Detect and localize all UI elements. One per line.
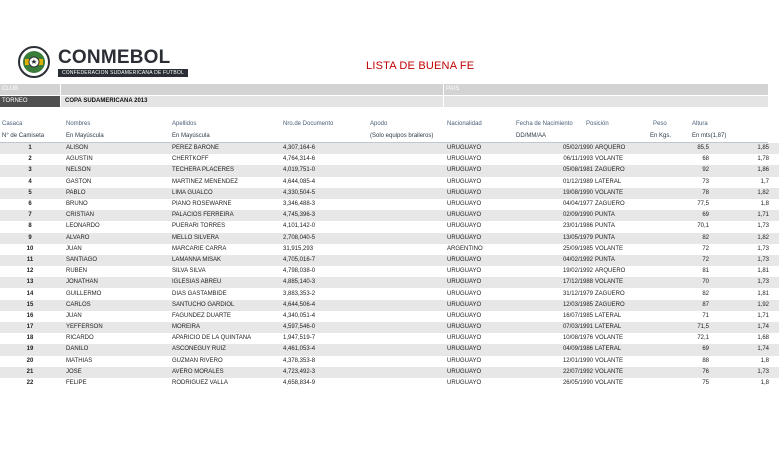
player-position: PUNTA xyxy=(594,210,665,221)
player-birth-date: 06/11/1993 xyxy=(563,156,593,163)
table-row xyxy=(0,221,779,232)
player-height: 1,8 xyxy=(760,357,769,364)
player-first-name: CARLOS xyxy=(60,300,172,311)
table-row xyxy=(0,154,779,165)
player-height: 1,7 xyxy=(760,178,769,185)
torneo-value: COPA SUDAMERICANA 2013 xyxy=(65,98,148,104)
player-position: VOLANTE xyxy=(594,277,665,288)
col-casaca: Casaca xyxy=(2,121,23,127)
player-height: 1,74 xyxy=(721,344,779,355)
player-document: 4,330,504-5 xyxy=(283,188,447,199)
player-first-name: GUILLERMO xyxy=(66,290,102,297)
player-first-name: RICARDO xyxy=(66,335,94,342)
player-height: 1,73 xyxy=(721,255,779,266)
player-position: VOLANTE xyxy=(595,335,624,342)
player-birth-date: 13/05/1979 xyxy=(549,233,594,244)
sub-apodo: (Solo equipos braileros) xyxy=(370,133,434,139)
document-header xyxy=(0,0,768,84)
player-last-name: APARICIO DE LA QUINTANA xyxy=(172,335,252,342)
player-position: VOLANTE xyxy=(595,245,624,252)
player-weight: 76 xyxy=(665,367,721,378)
player-document: 4,378,353-8 xyxy=(283,357,316,364)
player-document: 4,101,142-0 xyxy=(283,223,316,230)
player-document: 4,705,016-7 xyxy=(283,255,447,266)
player-first-name: SANTIAGO xyxy=(60,255,172,266)
player-nationality: ARGENTINO xyxy=(447,245,483,252)
player-number: 3 xyxy=(0,165,60,176)
table-row xyxy=(0,266,779,277)
player-height: 1,74 xyxy=(721,322,779,333)
player-first-name: PABLO xyxy=(60,188,172,199)
table-row xyxy=(0,277,779,288)
col-documento: Nro.de Documento xyxy=(283,121,334,127)
player-number: 19 xyxy=(0,344,60,355)
player-height: 1,81 xyxy=(757,290,769,297)
sub-altura: En mts(1,87) xyxy=(692,133,727,139)
player-birth-date: 07/03/1991 xyxy=(549,322,594,333)
player-number: 22 xyxy=(26,380,34,387)
player-last-name: LAMANNA MISAK xyxy=(172,255,283,266)
player-last-name: ASCONEGUY RUIZ xyxy=(172,344,283,355)
sub-peso: En Kgs. xyxy=(650,133,672,139)
player-position: ZAGUERO xyxy=(594,300,665,311)
player-number: 9 xyxy=(0,233,60,244)
player-birth-date: 04/04/1977 xyxy=(562,201,593,208)
col-apellidos: Apellidos xyxy=(172,121,197,127)
player-first-name: FELIPE xyxy=(66,380,87,387)
player-birth-date: 10/08/1976 xyxy=(562,335,593,342)
player-birth-date: 31/12/1979 xyxy=(562,290,593,297)
table-row xyxy=(0,244,779,255)
player-document: 4,340,051-4 xyxy=(283,312,316,319)
table-row xyxy=(0,233,779,244)
player-number: 14 xyxy=(26,290,34,297)
player-position: LATERAL xyxy=(595,178,622,185)
player-document: 4,644,506-4 xyxy=(283,300,447,311)
player-last-name: CHERTKOFF xyxy=(172,156,209,163)
band-divider xyxy=(60,84,61,107)
table-row xyxy=(0,356,779,367)
player-last-name: MARCARIE CARRA xyxy=(172,245,227,252)
player-birth-date: 26/05/1990 xyxy=(562,380,593,387)
table-row xyxy=(0,210,779,221)
player-height: 1,8 xyxy=(760,201,769,208)
brand-subtitle: CONFEDERACION SUDAMERICANA DE FUTBOL xyxy=(58,69,188,77)
player-position: VOLANTE xyxy=(594,367,665,378)
player-document: 4,723,492-3 xyxy=(283,367,447,378)
player-last-name: IGLESIAS ABREU xyxy=(172,277,283,288)
player-number: 6 xyxy=(28,201,32,208)
player-document: 1,947,519-7 xyxy=(283,335,316,342)
player-height: 1,85 xyxy=(721,143,779,154)
player-last-name: MOREIRA xyxy=(172,322,283,333)
player-nationality: URUGUAYO xyxy=(447,178,482,185)
player-number: 4 xyxy=(28,178,32,185)
player-height: 1,92 xyxy=(721,300,779,311)
players-table xyxy=(0,143,779,389)
player-weight: 70,1 xyxy=(697,223,709,230)
player-height: 1,78 xyxy=(757,156,769,163)
player-nationality: URUGUAYO xyxy=(447,201,482,208)
player-last-name: SANTUCHO GARDIOL xyxy=(172,300,283,311)
player-nationality: URUGUAYO xyxy=(447,380,482,387)
player-document: 4,597,546-0 xyxy=(283,322,447,333)
player-height: 1,73 xyxy=(757,223,769,230)
player-position: ZAGUERO xyxy=(594,165,665,176)
player-first-name: NELSON xyxy=(60,165,172,176)
player-first-name: GASTON xyxy=(66,178,92,185)
player-number: 10 xyxy=(26,245,34,252)
player-first-name: JOSE xyxy=(60,367,172,378)
player-height: 1,82 xyxy=(721,188,779,199)
player-position: LATERAL xyxy=(594,344,665,355)
player-position: VOLANTE xyxy=(595,156,624,163)
player-position: ARQUERO xyxy=(595,268,626,275)
club-label: CLUB xyxy=(2,86,19,92)
player-first-name: RUBEN xyxy=(66,268,88,275)
player-weight: 71 xyxy=(702,312,709,319)
player-last-name: MARTINEZ MENENDEZ xyxy=(172,178,238,185)
player-first-name: ALVARO xyxy=(60,233,172,244)
table-row xyxy=(0,367,779,378)
player-number: 17 xyxy=(0,322,60,333)
player-weight: 72,1 xyxy=(697,335,709,342)
player-document: 4,307,164-6 xyxy=(283,143,447,154)
player-height: 1,73 xyxy=(721,367,779,378)
player-nationality: URUGUAYO xyxy=(447,277,549,288)
sub-casaca: N° de Camiseta xyxy=(2,133,45,139)
player-position: ZAGUERO xyxy=(595,290,625,297)
player-birth-date: 23/01/1986 xyxy=(562,223,593,230)
player-number: 2 xyxy=(28,156,32,163)
player-weight: 85,5 xyxy=(665,143,721,154)
conmebol-logo-icon xyxy=(18,46,50,78)
player-last-name: PALACIOS FERREIRA xyxy=(172,210,283,221)
player-position: PUNTA xyxy=(594,255,665,266)
player-last-name: PUERARI TORRES xyxy=(172,223,226,230)
col-fecha: Fecha de Nacimiento xyxy=(516,121,573,127)
brand-title: CONMEBOL xyxy=(58,47,171,68)
player-height: 1,71 xyxy=(721,210,779,221)
player-weight: 70 xyxy=(665,277,721,288)
table-row xyxy=(0,143,779,154)
player-position: PUNTA xyxy=(595,223,615,230)
player-document: 4,461,053-4 xyxy=(283,344,447,355)
torneo-label: TORNEO xyxy=(2,98,28,104)
player-birth-date: 05/08/1981 xyxy=(549,165,594,176)
sub-nombres: En Mayúscula xyxy=(66,133,104,139)
player-nationality: URUGUAYO xyxy=(447,143,549,154)
table-row xyxy=(0,378,779,389)
col-nombres: Nombres xyxy=(66,121,91,127)
player-weight: 81 xyxy=(702,268,709,275)
player-birth-date: 16/07/1985 xyxy=(562,312,593,319)
player-document: 4,764,314-6 xyxy=(283,156,316,163)
col-altura: Altura xyxy=(692,121,708,127)
player-weight: 75 xyxy=(702,380,709,387)
column-subheader-row xyxy=(0,130,768,143)
player-document: 4,658,834-9 xyxy=(283,380,316,387)
player-weight: 88 xyxy=(702,357,709,364)
player-birth-date: 02/09/1990 xyxy=(549,210,594,221)
player-nationality: URUGUAYO xyxy=(447,188,549,199)
player-birth-date: 04/02/1992 xyxy=(549,255,594,266)
player-weight: 72 xyxy=(702,245,709,252)
player-height: 1,73 xyxy=(721,277,779,288)
player-weight: 78 xyxy=(665,188,721,199)
player-document: 4,019,751-0 xyxy=(283,165,447,176)
table-row xyxy=(0,199,779,210)
player-last-name: MELLO SILVERA xyxy=(172,233,283,244)
player-first-name: MATHIAS xyxy=(66,357,93,364)
player-nationality: URUGUAYO xyxy=(447,335,482,342)
sheet-title: LISTA DE BUENA FE xyxy=(366,60,475,72)
table-row xyxy=(0,165,779,176)
player-birth-date: 19/02/1992 xyxy=(562,268,593,275)
player-last-name: PIANO ROSEWARNE xyxy=(172,201,232,208)
player-last-name: AVERO MORALES xyxy=(172,367,283,378)
player-first-name: CRISTIAN xyxy=(60,210,172,221)
player-nationality: URUGUAYO xyxy=(447,322,549,333)
col-apodo: Apodo xyxy=(370,121,388,127)
player-first-name: LEONARDO xyxy=(66,223,100,230)
sub-fecha: DD/MM/AA xyxy=(516,133,546,139)
player-last-name: GUZMAN RIVERO xyxy=(172,357,223,364)
player-last-name: DIAS GASTAMBIDE xyxy=(172,290,227,297)
band-divider xyxy=(443,84,444,107)
player-birth-date: 12/03/1985 xyxy=(549,300,594,311)
player-first-name: JUAN xyxy=(66,245,82,252)
player-document: 4,885,140-3 xyxy=(283,277,447,288)
player-birth-date: 17/12/1988 xyxy=(549,277,594,288)
player-nationality: URUGUAYO xyxy=(447,156,482,163)
player-birth-date: 12/01/1990 xyxy=(562,357,593,364)
player-last-name: LIMA GUALCO xyxy=(172,188,283,199)
torneo-band xyxy=(0,96,768,107)
player-first-name: BRUNO xyxy=(66,201,88,208)
player-position: LATERAL xyxy=(594,322,665,333)
table-row xyxy=(0,177,779,188)
player-position: VOLANTE xyxy=(595,380,624,387)
player-nationality: URUGUAYO xyxy=(447,268,482,275)
player-position: VOLANTE xyxy=(595,357,624,364)
sub-apellidos: En Mayúscula xyxy=(172,133,210,139)
player-height: 1,68 xyxy=(757,335,769,342)
player-nationality: URUGUAYO xyxy=(447,255,549,266)
player-document: 3,883,353-2 xyxy=(283,290,316,297)
player-nationality: URUGUAYO xyxy=(447,233,549,244)
player-position: ZAGUERO xyxy=(595,201,625,208)
player-number: 20 xyxy=(26,357,34,364)
club-band xyxy=(0,84,768,95)
player-first-name: AGUSTIN xyxy=(66,156,93,163)
player-weight: 82 xyxy=(665,233,721,244)
player-birth-date: 19/08/1990 xyxy=(549,188,594,199)
player-birth-date: 01/12/1989 xyxy=(562,178,593,185)
player-weight: 92 xyxy=(665,165,721,176)
player-document: 2,708,040-5 xyxy=(283,233,447,244)
player-height: 1,86 xyxy=(721,165,779,176)
player-weight: 72 xyxy=(665,255,721,266)
player-last-name: PEREZ BARONE xyxy=(172,143,283,154)
player-weight: 82 xyxy=(702,290,709,297)
player-weight: 73 xyxy=(702,178,709,185)
table-row xyxy=(0,322,779,333)
player-last-name: TECHERA PLACERES xyxy=(172,165,283,176)
player-number: 16 xyxy=(26,312,34,319)
player-nationality: URUGUAYO xyxy=(447,223,482,230)
player-nationality: URUGUAYO xyxy=(447,344,549,355)
table-row xyxy=(0,255,779,266)
player-document: 4,745,396-3 xyxy=(283,210,447,221)
player-document: 3,346,488-3 xyxy=(283,201,316,208)
player-weight: 69 xyxy=(665,344,721,355)
table-row xyxy=(0,344,779,355)
player-height: 1,8 xyxy=(760,380,769,387)
player-birth-date: 04/09/1986 xyxy=(549,344,594,355)
player-height: 1,82 xyxy=(721,233,779,244)
player-nationality: URUGUAYO xyxy=(447,357,482,364)
player-position: ARQUERO xyxy=(594,143,665,154)
player-first-name: ALISON xyxy=(60,143,172,154)
col-posicion: Posición xyxy=(586,121,609,127)
player-nationality: URUGUAYO xyxy=(447,165,549,176)
player-position: PUNTA xyxy=(594,233,665,244)
player-nationality: URUGUAYO xyxy=(447,290,482,297)
player-position: VOLANTE xyxy=(594,188,665,199)
player-weight: 68 xyxy=(702,156,709,163)
player-document: 4,644,085-4 xyxy=(283,178,316,185)
player-number: 18 xyxy=(26,335,34,342)
player-weight: 77,5 xyxy=(697,201,709,208)
player-height: 1,73 xyxy=(757,245,769,252)
player-number: 15 xyxy=(0,300,60,311)
player-last-name: FAGUNDEZ DUARTE xyxy=(172,312,231,319)
player-first-name: JONATHAN xyxy=(60,277,172,288)
col-peso: Peso xyxy=(653,121,667,127)
player-document: 31,915,293 xyxy=(283,245,314,252)
player-nationality: URUGUAYO xyxy=(447,300,549,311)
table-row xyxy=(0,300,779,311)
player-number: 12 xyxy=(26,268,34,275)
player-weight: 71,5 xyxy=(665,322,721,333)
player-nationality: URUGUAYO xyxy=(447,312,482,319)
player-height: 1,81 xyxy=(757,268,769,275)
player-nationality: URUGUAYO xyxy=(447,210,549,221)
player-number: 8 xyxy=(28,223,32,230)
player-position: LATERAL xyxy=(595,312,622,319)
player-number: 13 xyxy=(0,277,60,288)
player-birth-date: 25/09/1985 xyxy=(562,245,593,252)
player-last-name: RODRIGUEZ VALLA xyxy=(172,380,228,387)
player-number: 21 xyxy=(0,367,60,378)
column-header-row xyxy=(0,118,768,130)
player-nationality: URUGUAYO xyxy=(447,367,549,378)
player-document: 4,798,038-0 xyxy=(283,268,316,275)
player-height: 1,71 xyxy=(757,312,769,319)
player-birth-date: 22/07/1992 xyxy=(549,367,594,378)
table-row xyxy=(0,288,779,299)
player-first-name: DANILO xyxy=(60,344,172,355)
pais-label: PAIS xyxy=(446,86,460,92)
player-first-name: JUAN xyxy=(66,312,82,319)
table-row xyxy=(0,311,779,322)
player-number: 7 xyxy=(0,210,60,221)
player-first-name: YEFFERSON xyxy=(60,322,172,333)
brand-block xyxy=(58,48,188,78)
player-weight: 69 xyxy=(665,210,721,221)
player-number: 5 xyxy=(0,188,60,199)
player-last-name: SILVA SILVA xyxy=(172,268,206,275)
player-number: 11 xyxy=(0,255,60,266)
player-birth-date: 05/02/1990 xyxy=(549,143,594,154)
table-row xyxy=(0,333,779,344)
table-row xyxy=(0,188,779,199)
col-nacionalidad: Nacionalidad xyxy=(447,121,482,127)
player-number: 1 xyxy=(0,143,60,154)
player-weight: 87 xyxy=(665,300,721,311)
